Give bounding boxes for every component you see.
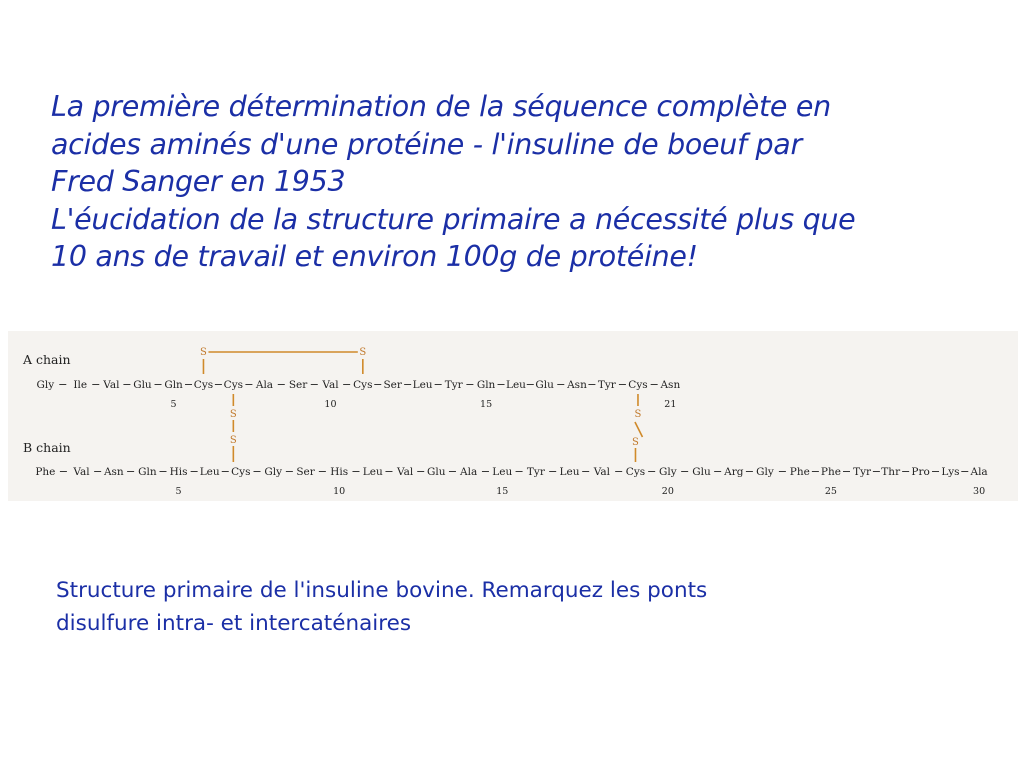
a-chain-residue: Cys — [193, 379, 214, 391]
b-chain-residue: Tyr — [853, 466, 872, 478]
b-chain-residue: Cys — [231, 466, 251, 478]
interchain-disulfide-bond — [635, 422, 643, 437]
b-chain-residue: Gly — [659, 466, 677, 478]
b-chain-residue: Val — [73, 466, 90, 478]
caption-text — [56, 574, 956, 640]
caption-line: disulfure intra- et intercaténaires — [56, 611, 412, 636]
b-chain-residue: Leu — [199, 466, 220, 478]
sulfur-label: S — [634, 409, 642, 420]
heading-line: L'éucidation de la structure primaire a nécessité plus que — [51, 202, 856, 236]
b-chain-residue: Val — [593, 466, 610, 478]
a-chain-position-number: 15 — [480, 399, 493, 410]
b-chain-residue: Phe — [789, 466, 810, 478]
a-chain-position-number: 21 — [664, 399, 677, 410]
a-chain-residue: Ser — [288, 379, 308, 391]
b-chain-residue: Glu — [692, 466, 711, 478]
heading-text — [51, 88, 991, 276]
b-chain-position-number: 10 — [333, 486, 346, 497]
a-chain-residue: Tyr — [597, 379, 616, 391]
b-chain-residue: Phe — [35, 466, 56, 478]
a-chain-residue: Gln — [476, 379, 496, 391]
a-chain-position-number: 10 — [324, 399, 337, 410]
b-chain-residue: Ala — [970, 466, 988, 478]
b-chain-label: B chain — [23, 440, 71, 455]
caption-line: Structure primaire de l'insuline bovine. Remarquez les ponts — [56, 578, 708, 603]
b-chain-residue: Lys — [941, 466, 960, 478]
a-chain-residue: Asn — [567, 379, 587, 391]
b-chain-residue: Asn — [103, 466, 124, 478]
b-chain-residue: Tyr — [526, 466, 545, 478]
b-chain-residue: Gly — [756, 466, 774, 478]
b-chain-residue: Val — [397, 466, 414, 478]
b-chain-residue: Ser — [296, 466, 315, 478]
a-chain-residue: Leu — [412, 379, 433, 391]
heading-line: Fred Sanger en 1953 — [51, 165, 346, 198]
b-chain-residue: Glu — [427, 466, 446, 478]
a-chain-residue: Ser — [383, 379, 402, 391]
b-chain-position-number: 20 — [661, 486, 674, 497]
b-chain-residue: Leu — [559, 466, 580, 478]
heading-line: 10 ans de travail et environ 100g de protéine! — [51, 240, 698, 273]
a-chain-residue: Gln — [164, 379, 183, 391]
b-chain-residue: Cys — [625, 466, 646, 478]
sulfur-label: S — [359, 347, 367, 358]
a-chain-label: A chain — [23, 352, 71, 367]
b-chain-residue: Gln — [138, 466, 157, 478]
b-chain-residue: Leu — [362, 466, 383, 478]
b-chain-residue: His — [330, 466, 349, 478]
b-chain-residue: Thr — [881, 466, 901, 478]
a-chain-residue: Glu — [535, 379, 554, 391]
b-chain-residue: Gly — [264, 466, 283, 478]
b-chain-residue: Arg — [724, 466, 744, 478]
a-chain-residue: Glu — [133, 379, 152, 391]
a-chain-residue: Ala — [255, 379, 274, 391]
b-chain-position-number: 5 — [175, 486, 182, 497]
a-chain-residue: Val — [103, 379, 120, 391]
insulin-structure-diagram — [8, 331, 1018, 501]
a-chain-residue: Val — [322, 379, 339, 391]
a-chain-position-number: 5 — [170, 399, 177, 410]
insulin-sequence-svg — [8, 331, 1018, 501]
a-chain-residue: Gly — [36, 379, 55, 391]
b-chain-position-number: 15 — [496, 486, 509, 497]
a-chain-residue: Ile — [73, 379, 88, 391]
sulfur-label: S — [200, 347, 207, 358]
b-chain-residue: Pro — [911, 466, 930, 478]
a-chain-residue: Cys — [628, 379, 648, 391]
a-chain-residue: Asn — [660, 379, 681, 391]
a-chain-residue: Leu — [505, 379, 526, 391]
heading-line: La première détermination de la séquence complète en — [51, 90, 831, 123]
sulfur-label: S — [632, 437, 639, 448]
a-chain-residue: Cys — [353, 379, 373, 391]
b-chain-position-number: 30 — [973, 486, 986, 497]
b-chain-position-number: 25 — [824, 486, 837, 497]
heading-line: acides aminés d'une protéine - l'insuline de boeuf par — [51, 127, 802, 161]
sulfur-label: S — [229, 435, 237, 446]
a-chain-residue: Cys — [223, 379, 244, 391]
b-chain-residue: Ala — [460, 466, 478, 478]
b-chain-residue: His — [169, 466, 188, 478]
b-chain-residue: Phe — [820, 466, 841, 478]
a-chain-residue: Tyr — [444, 379, 463, 391]
b-chain-residue: Leu — [492, 466, 513, 478]
sulfur-label: S — [229, 409, 237, 420]
